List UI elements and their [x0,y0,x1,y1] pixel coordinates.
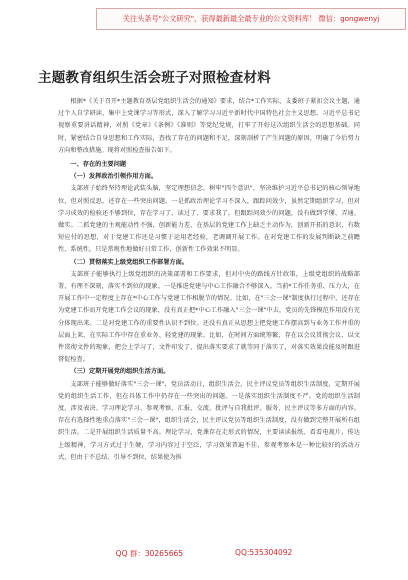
promo-banner [96,8,406,30]
intro-paragraph: 根据*《关于召开*主题教育基层党组织生活会的通知》要求，结合*工作实际，支委班子紧扣会议主题，通过个人自学研读、集中上党课学习等形式，深入了解学习习近平新时代中国特色社会主义思想、习近平总书记视察重要讲话精神，对照《党章》《条例》《准则》等党纪党规，打牢了开好这次组织生活会的思想基础。同时，紧密结合自身思想和工作实际，查找了存在的问题和不足，深刻剖析了产生问题的原因，明确了今后努力方向和整改措施。现将对照检查报告如下。 [58,98,360,154]
qq-text: QQ:535304092 [235,548,293,557]
subsection-heading-1: （一）发挥政治引领作用方面。 [70,173,158,181]
contact-footer [0,548,408,564]
qq-group-text: QQ 群：30265665 [115,549,184,558]
subsection-heading-3: （三）定期开展党的组织生活方面。 [70,368,170,376]
subsection-body-1: 支部班子始终坚持理论武装头脑，坚定理想信念，树牢"四个意识"，坚决维护习近平总书记的核心领导地位，但对照反思，还存在一些突出问题。一是抓政治理论学习不深入，跟踪问效少，虽然定期组织学习，但对学习成效的检验还不够到位，存在学习了、读过了、要求我了，但跟踪问效少的问题，没有做到学懂、弄通、做实。二抓党建的主观能动性不强，创新能力差，在基层的党建工作上缺乏主动作为，创新开拓的意识，有数短应付的思想，对于党建工作还是习惯于运用老经验，老调调开展工作。在对党建工作的发展判断缺乏前瞻性、系统性，只是常规性地做好日常工作，创新性工作效果不明显。 [58,185,360,254]
subsection-heading-2: （二）贯彻落实上级党组织工作部署方面。 [70,258,188,266]
document-title: 主题教育组织生活会班子对照检查材料 [38,70,271,86]
subsection-body-2: 支部班子能够执行上级党组织的决策部署和工作要求，但对中央的路线方针政策，上级党组织的战略部署，有理不深刻，落实不到位的现象。一是推进党建与中心工作融合不够深入。当前*工作任务重、压力大，在开展工作中一定程度上存在*中心工作与党建工作相脱节的情况。比如，在"三会一课"制度执行过程中，还存在为党建工作而开党建工作会议的现象，没有真正把*中心工作融入"三会一课"中去，党员的先锋模范作用没有充分体现出来。二是对党建工作的重要性认识不到位。还没有真正从思想上把党建工作摆高到与业务工作并重的层面上来，在实际工作中存在重业务、轻党建的现象。比如，在时间方面统筹繁，存在以会议贯彻会议，以文件贯彻文件的现象，把会上学习了，文件印发了，提出落实要求了就等同于落实了，对落实效果没能及时跟进督促检查。 [58,270,360,364]
promo-banner-text: 关注头条号"公文研究"，获得最新最全最专业的公文资料库！ 微信：gongwenyj [122,14,380,23]
section-heading: 一、存在的主要问题 [70,161,127,169]
document-body [58,96,360,464]
subsection-body-3: 支部班子能够做好落实"三会一课"，党员活动日，组织生活会，民主评议党员等组织生活制度，定期开展党的组织生活工作，但在具体工作中仍存在一些突出的问题。一是落实组织生活制度不严。党的组织生活制度，涉及表决、学习理论学习、参观考察、汇报、交流、批评与自我批评、服务、民主评议等多方面的内容。存在有选择性地重点落实"三会一课"，组织生活会，民主评议党员等组织生活制度，没有做到完整开展所有组织生活。二是开展组织生活质量不高。理论学习，党课存在走形式的情况，主要读读报纸、看看电视片，传达上级精神，学习方式过于生硬，学习内容过于空泛，学习效果普遍不佳，参观考察本是一种比较好的活动方式，但由于不总结、引导不到位，结果使为拆 [58,380,360,461]
